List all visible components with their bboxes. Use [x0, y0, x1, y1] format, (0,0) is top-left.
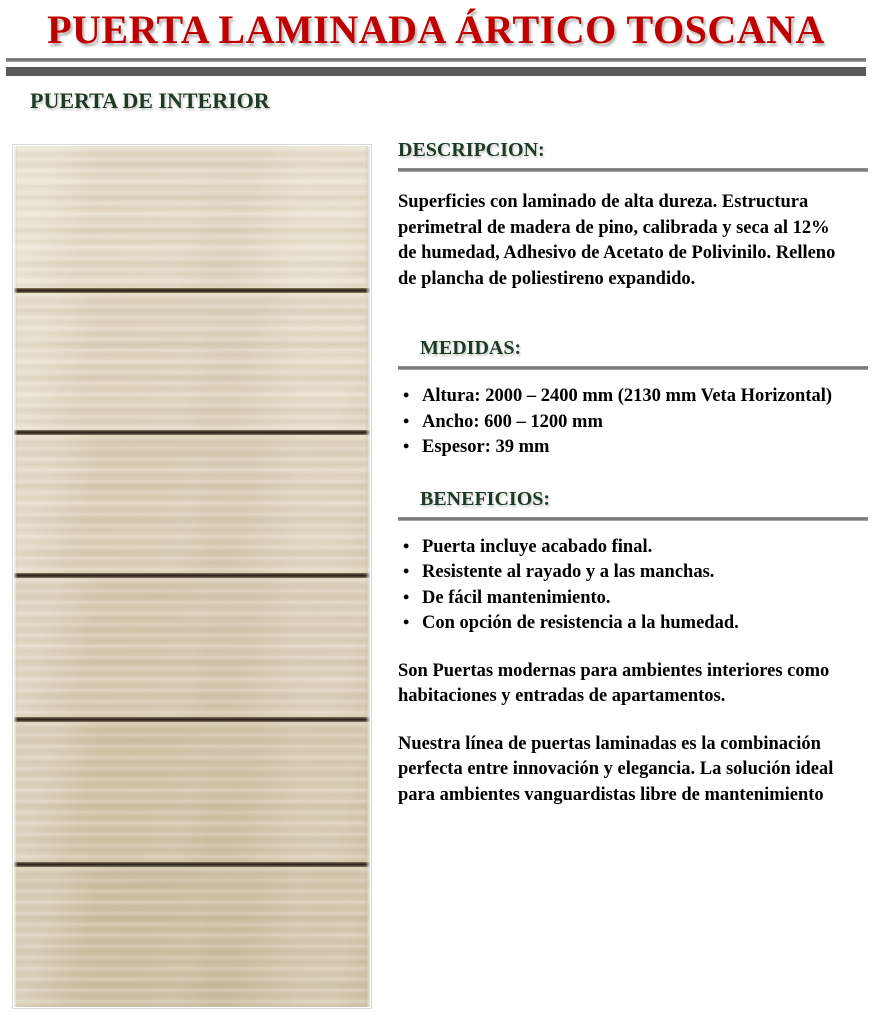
section-rule — [398, 168, 868, 172]
section-heading-beneficios: BENEFICIOS: — [420, 487, 551, 510]
closing-paragraph-2: Nuestra línea de puertas laminadas es la combinación perfecta entre innovación y elegancia. La solución ideal para ambientes vanguardistas libre de mantenimiento — [398, 733, 834, 805]
specifications-column — [398, 138, 872, 808]
header-rule-thin — [6, 58, 866, 62]
door-panel — [14, 578, 370, 717]
section-descripcion — [398, 138, 872, 292]
door-panel — [14, 435, 370, 573]
page-title: PUERTA LAMINADA ÁRTICO TOSCANA — [47, 7, 825, 52]
section-rule — [398, 366, 868, 370]
section-medidas — [398, 336, 872, 461]
header-rule-thick — [6, 67, 866, 76]
door-panel — [14, 722, 370, 862]
door-panel — [14, 867, 370, 1007]
list-item: • Puerta incluye acabado final. — [398, 535, 853, 561]
title-block — [0, 8, 872, 52]
section-heading-descripcion: DESCRIPCION: — [398, 139, 545, 161]
list-item: • Altura: 2000 – 2400 mm (2130 mm Veta Horizontal) — [398, 384, 848, 410]
door-panel — [14, 146, 370, 291]
door-left-edge — [14, 146, 17, 1007]
medidas-list — [398, 384, 848, 461]
product-image — [12, 144, 372, 1009]
section-beneficios — [398, 487, 872, 637]
beneficios-list — [398, 535, 853, 637]
list-item: • Resistente al rayado y a las manchas. — [398, 560, 853, 586]
section-heading-medidas: MEDIDAS: — [420, 337, 522, 359]
page-subtitle: PUERTA DE INTERIOR — [30, 88, 270, 113]
section-rule — [398, 517, 868, 521]
list-item: • Con opción de resistencia a la humedad. — [398, 611, 853, 637]
door-panel — [14, 293, 370, 431]
door-illustration — [14, 146, 370, 1007]
descripcion-paragraph: Superficies con laminado de alta dureza. Estructura perimetral de madera de pino, calibrada y seca al 12% de humedad, Adhesivo de Acetato de Polivinilo. Relleno de plancha de poliestireno expandido. — [398, 192, 836, 289]
list-item: • De fácil mantenimiento. — [398, 586, 853, 612]
list-item: • Ancho: 600 – 1200 mm — [398, 410, 848, 436]
list-item: • Espesor: 39 mm — [398, 435, 848, 461]
door-right-edge — [366, 146, 370, 1007]
closing-paragraph-1: Son Puertas modernas para ambientes interiores como habitaciones y entradas de apartamentos. — [398, 660, 830, 706]
